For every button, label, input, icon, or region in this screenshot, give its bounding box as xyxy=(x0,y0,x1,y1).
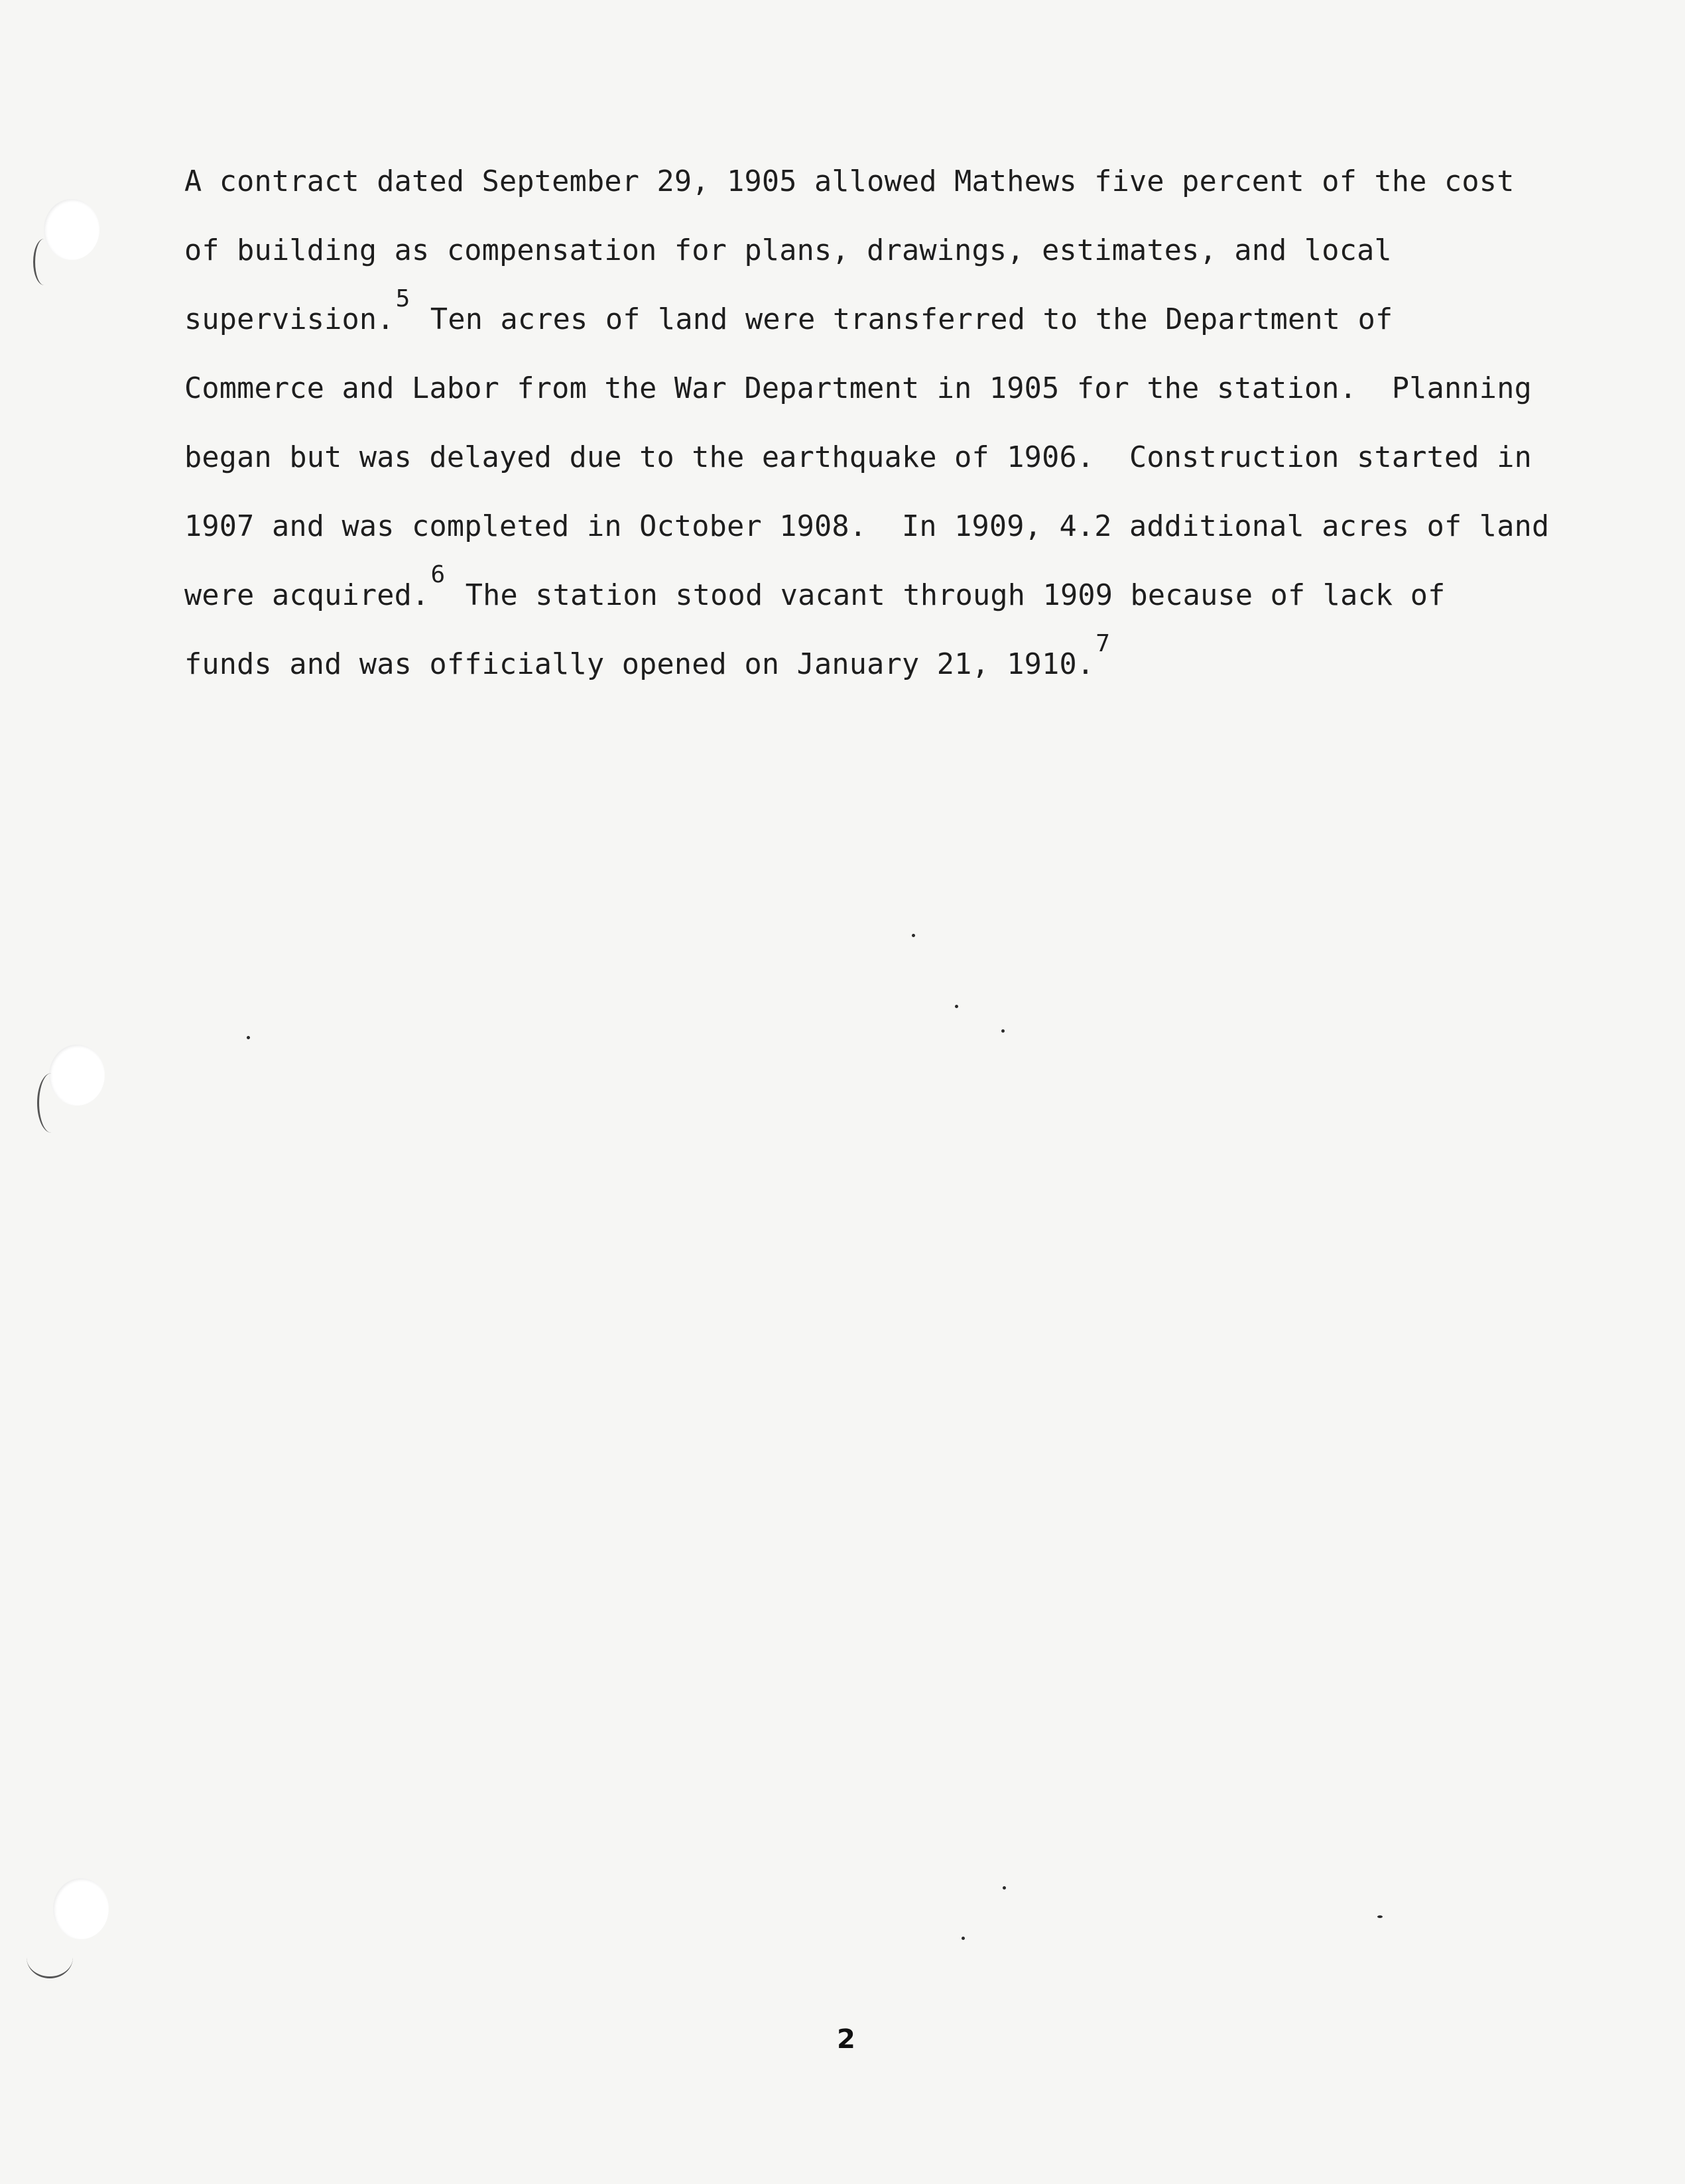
text-line: began but was delayed due to the earthquake of 1906. Construction started in xyxy=(184,441,1532,474)
scan-speck xyxy=(1003,1886,1006,1890)
text-line: Commerce and Labor from the War Department in 1905 for the station. Planning xyxy=(184,372,1532,405)
page-number: 2 xyxy=(837,2024,855,2055)
punch-hole-middle-shadow xyxy=(37,1073,66,1133)
punch-hole-bottom-shadow xyxy=(27,1937,73,1978)
punch-hole-bottom xyxy=(53,1878,109,1939)
scan-speck xyxy=(247,1036,250,1039)
text-line: 1907 and was completed in October 1908. In 1909, 4.2 additional acres of land xyxy=(184,510,1550,543)
scan-speck xyxy=(955,1005,958,1008)
scan-speck xyxy=(1001,1029,1005,1033)
body-paragraph xyxy=(184,147,1550,699)
punch-hole-top-shadow xyxy=(33,239,55,285)
footnote-marker: 6 xyxy=(430,561,446,588)
footnote-marker: 7 xyxy=(1095,630,1111,657)
text-line: supervision.$^5$ Ten acres of land were transferred to the Department of xyxy=(184,285,1393,336)
text-line: were acquired.$^6$ The station stood vacant through 1909 because of lack of xyxy=(184,561,1446,612)
text-line: A contract dated September 29, 1905 allowed Mathews five percent of the cost xyxy=(184,165,1515,198)
footnote-marker: 5 xyxy=(395,285,410,312)
scan-speck xyxy=(962,1937,965,1940)
text-line: funds and was officially opened on January 21, 1910.$^7$ xyxy=(184,630,1111,681)
scan-speck xyxy=(912,934,915,937)
scan-speck xyxy=(1377,1915,1383,1918)
text-line: of building as compensation for plans, drawings, estimates, and local xyxy=(184,234,1392,267)
